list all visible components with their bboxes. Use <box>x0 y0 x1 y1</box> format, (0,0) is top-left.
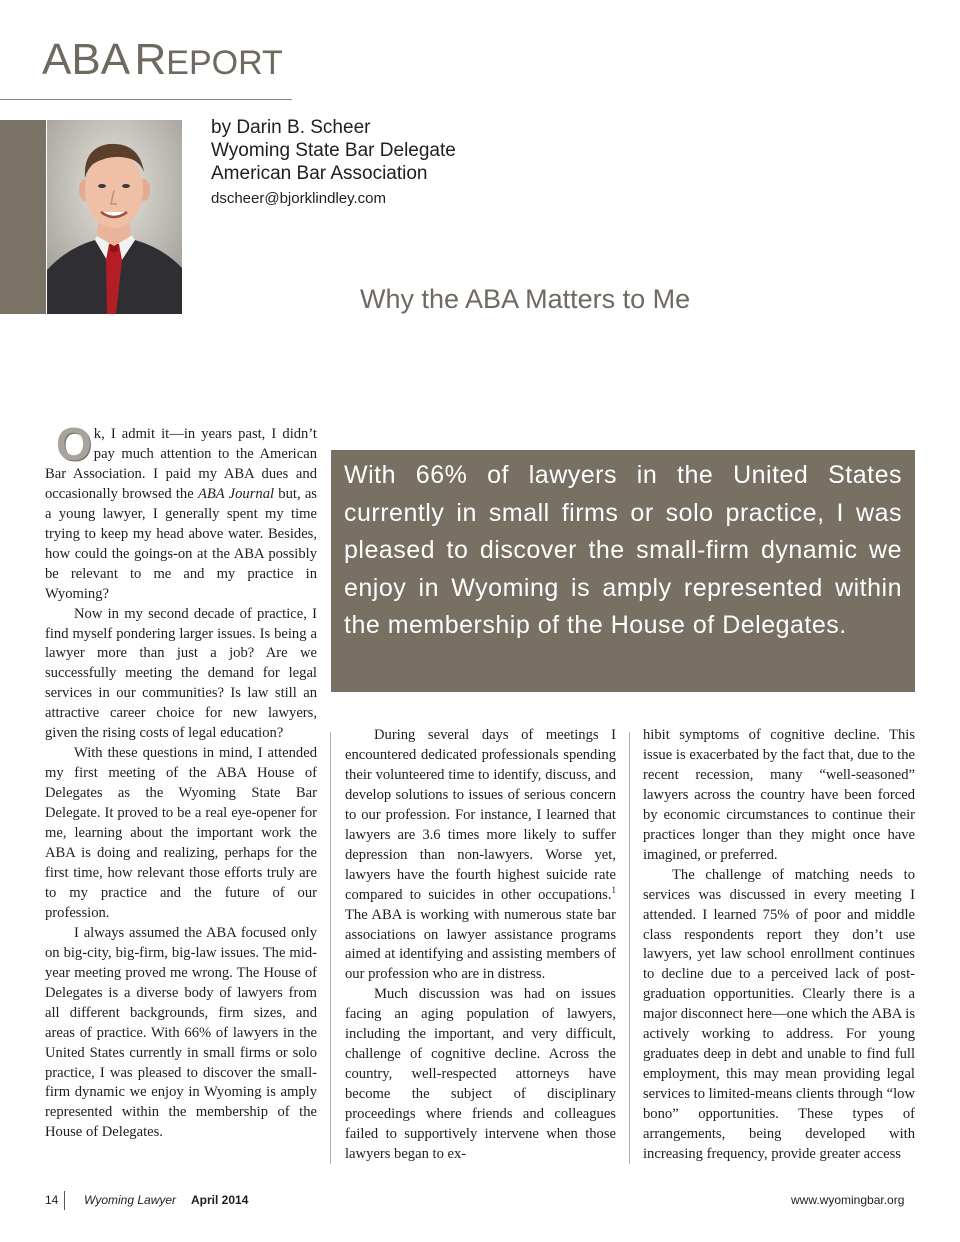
publication-title: ABA Journal <box>197 485 275 502</box>
author-role: Wyoming State Bar Delegate <box>211 140 456 161</box>
column-divider <box>629 732 630 1164</box>
author-email[interactable]: dscheer@bjorklindley.com <box>211 190 387 207</box>
paragraph: The challenge of matching needs to services was discussed in every meeting I attended. I learned 75% of poor and middle class respondents report they don’t use lawyers, yet law school enrollment continues to decline due to a perceived lack of post-graduation opportunities. Clearly there is a major disconnect here—one which the ABA is actively working to address. For young graduates deep in debt and unable to find full employment, this may mean providing legal services to limited-means clients through “low bono” opportunities. These types of arrangements, being developed with increasing frequency, provide greater access <box>643 866 915 1163</box>
paragraph: Much discussion was had on issues facing an aging population of lawyers, including the important, and very difficult, challenge of cognitive decline. Across the country, well-respected attorneys have become the subject of disciplinary proceedings where friends and colleagues failed to supportively intervene when those lawyers began to ex- <box>345 986 616 1163</box>
page-number: 14 <box>45 1193 59 1207</box>
article-column-1 <box>45 418 317 1143</box>
section-title-part: EPORT <box>166 44 283 82</box>
paragraph-text: During several days of meetings I encountered dedicated professionals spending their volunteered time to identify, discuss, and develop solutions to issues of serious concern to our profession. For instance, I learned that lawyers are 3.6 times more likely to suffer depression than non-lawyers. Worse yet, lawyers have the fourth highest suicide rate compared to suicides in other occupations. <box>345 727 616 903</box>
section-title <box>42 35 283 84</box>
article-headline: Why the ABA Matters to Me <box>360 284 691 314</box>
paragraph: Now in my second decade of practice, I find myself pondering larger issues. Is being a lawyer more than just a job? Are we successfully meeting the demand for legal services in our communities? Is law still an attractive career choice for new lawyers, given the rising costs of legal education? <box>45 605 317 742</box>
paragraph-text: k, I admit it—in years past, I didn’t pay much attention to the American Bar Association. I paid my ABA dues and occasionally browsed the <box>45 426 317 502</box>
footnote-marker: 1 <box>611 884 616 895</box>
footer-divider <box>64 1191 65 1210</box>
column-divider <box>330 732 331 1164</box>
author-portrait-illustration <box>47 120 182 314</box>
drop-cap: O <box>56 418 92 470</box>
title-divider <box>0 99 292 100</box>
website-link[interactable]: www.wyomingbar.org <box>791 1193 905 1207</box>
paragraph: I always assumed the ABA focused only on big-city, big-firm, big-law issues. The mid-year meeting proved me wrong. The House of Delegates is a diverse body of lawyers from all different backgrounds, firm sizes, and areas of practice. With 66% of lawyers in the United States currently in small firms or solo practice, I was pleased to discover the small-firm dynamic we enjoy in Wyoming is amply represented within the membership of the House of Delegates. <box>45 924 317 1141</box>
author-byline <box>211 116 456 185</box>
paragraph <box>345 726 616 985</box>
publication-name: Wyoming Lawyer <box>84 1193 177 1207</box>
paragraph-text: but, as a young lawyer, I generally spent my time trying to keep my head above water. Besides, how could the goings-on at the ABA possibly be relevant to me and my practice in Wyoming? <box>45 485 317 602</box>
author-photo <box>47 120 182 314</box>
accent-bar <box>0 120 46 314</box>
article-column-2 <box>345 726 616 1165</box>
section-title-part: ABA <box>42 35 131 84</box>
pull-quote: With 66% of lawyers in the United States currently in small firms or solo practice, I was pleased to discover the small-firm dynamic we enjoy in Wyoming is amply represented within the membership of the House of Delegates. <box>331 450 915 692</box>
paragraph <box>45 418 317 605</box>
article-column-3 <box>643 726 915 1165</box>
paragraph-text: The ABA is working with numerous state bar associations on lawyer assistance programs aimed at identifying and assisting members of our profession who are in distress. <box>345 906 616 983</box>
issue-date: April 2014 <box>191 1193 249 1207</box>
author-organization: American Bar Association <box>211 163 428 184</box>
paragraph: With these questions in mind, I attended my first meeting of the ABA House of Delegates as the Wyoming State Bar Delegate. It proved to be a real eye-opener for me, learning about the important work the ABA is doing and realizing, perhaps for the first time, how relevant those efforts truly are to my practice and the future of our profession. <box>45 745 317 921</box>
author-name: by Darin B. Scheer <box>211 117 371 138</box>
paragraph: hibit symptoms of cognitive decline. This issue is exacerbated by the fact that, due to the recent recession, many “well-seasoned” lawyers across the country have been forced by economic circumstances to continue their practices longer than they might once have imagined, or preferred. <box>643 727 915 863</box>
section-title-part: R <box>134 35 167 84</box>
